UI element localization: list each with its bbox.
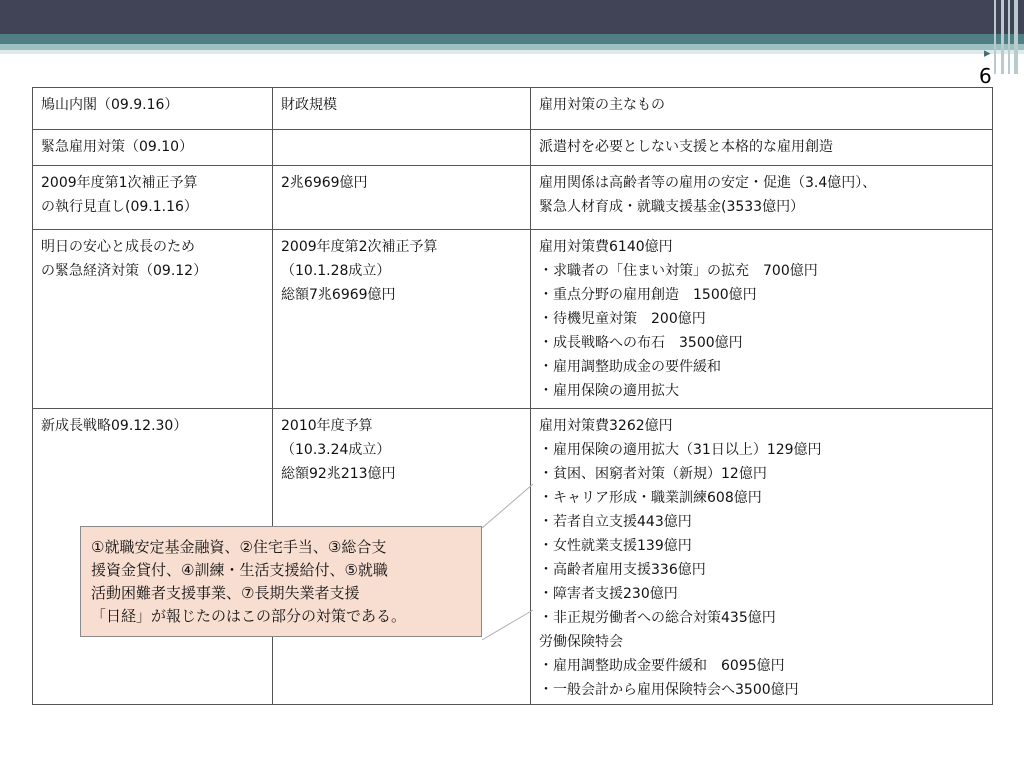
header-fiscal-scale: 財政規模: [273, 88, 531, 130]
table-row: [33, 166, 993, 230]
table-row: [33, 130, 993, 166]
header-stripe: [0, 34, 1024, 44]
cell-measures: 雇用関係は高齢者等の雇用の安定・促進（3.4億円）、 緊急人材育成・就職支援基金(3533億円）: [531, 166, 993, 230]
decorative-line: [1008, 0, 1010, 74]
cell-measures: 派遣村を必要としない支援と本格的な雇用創造: [531, 130, 993, 166]
table-row: [33, 230, 993, 409]
cell-budget: 2010年度予算 （10.3.24成立） 総額92兆213億円: [273, 409, 531, 705]
cell-measures: 雇用対策費3262億円 ・雇用保険の適用拡大（31日以上）129億円 ・貧困、困窮者対策（新規）12億円 ・キャリア形成・職業訓練608億円 ・若者自立支援443億円 ・女性就業支援139億円 ・高齢者雇用支援336億円 ・障害者支援230億円 ・非正規労働者への総合対策435億円 労働保険特会 ・雇用調整助成金要件緩和 6095億円 ・一般会計から雇用保険特会へ3500億円: [531, 409, 993, 705]
cell-budget: 2009年度第2次補正予算 （10.1.28成立） 総額7兆6969億円: [273, 230, 531, 409]
decorative-line: [1001, 0, 1004, 74]
slide-number: 6: [979, 64, 992, 88]
cell-policy: 緊急雇用対策（09.10）: [33, 130, 273, 166]
header-main-measures: 雇用対策の主なもの: [531, 88, 993, 130]
table-header-row: [33, 88, 993, 130]
cell-budget: [273, 130, 531, 166]
header-cabinet: 鳩山内閣（09.9.16）: [33, 88, 273, 130]
header-stripe: [0, 50, 1024, 54]
decorative-arrow-icon: ▸: [984, 46, 991, 61]
cell-measures: 雇用対策費6140億円 ・求職者の「住まい対策」の拡充 700億円 ・重点分野の雇用創造 1500億円 ・待機児童対策 200億円 ・成長戦略への布石 3500億円 ・雇用調整助成金の要件緩和 ・雇用保険の適用拡大: [531, 230, 993, 409]
decorative-line: [994, 0, 996, 74]
decorative-line: [1014, 0, 1018, 74]
cell-budget: 2兆6969億円: [273, 166, 531, 230]
cell-policy: 新成長戦略09.12.30）: [33, 409, 273, 705]
header-bar: [0, 0, 1024, 34]
callout-note: ①就職安定基金融資、②住宅手当、③総合支 援資金貸付、④訓練・生活支援給付、⑤就職 活動困難者支援事業、⑦長期失業者支援 「日経」が報じたのはこの部分の対策である。: [80, 526, 482, 637]
cell-policy: 明日の安心と成長のため の緊急経済対策（09.12）: [33, 230, 273, 409]
cell-policy: 2009年度第1次補正予算 の執行見直し(09.1.16）: [33, 166, 273, 230]
